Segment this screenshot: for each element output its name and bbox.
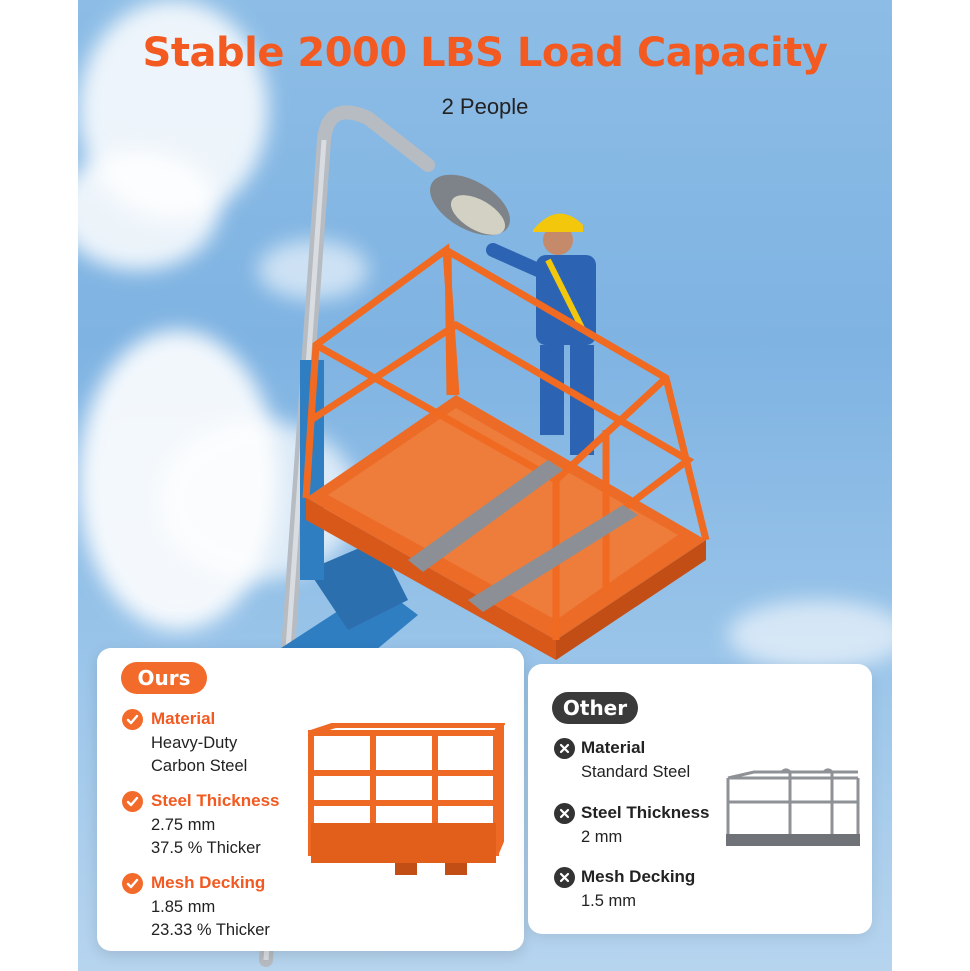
ours-thickness-title: Steel Thickness (151, 791, 280, 810)
ours-mesh-title: Mesh Decking (151, 873, 266, 892)
ours-mesh-line2: 23.33 % Thicker (151, 921, 270, 939)
orange-cage-image (305, 723, 505, 883)
headline: Stable 2000 LBS Load Capacity (142, 30, 828, 76)
other-thickness-title: Steel Thickness (581, 803, 710, 822)
other-material-line1: Standard Steel (581, 763, 691, 781)
ours-material-line2: Carbon Steel (151, 757, 248, 775)
other-mesh-line1: 1.5 mm (581, 892, 637, 910)
x-circle-icon (554, 738, 575, 759)
x-circle-icon (554, 867, 575, 888)
other-material-title: Material (581, 738, 646, 757)
ours-thickness-line1: 2.75 mm (151, 816, 216, 834)
check-circle-icon (122, 791, 143, 812)
other-badge: Other (552, 692, 638, 724)
ours-mesh-line1: 1.85 mm (151, 898, 216, 916)
grey-cage-image (724, 768, 864, 853)
other-mesh-title: Mesh Decking (581, 867, 696, 886)
ours-thickness-line2: 37.5 % Thicker (151, 839, 261, 857)
ours-material-title: Material (151, 709, 216, 728)
ours-card (97, 648, 524, 951)
check-circle-icon (122, 873, 143, 894)
subheadline: 2 People (441, 94, 529, 119)
x-circle-icon (554, 803, 575, 824)
check-circle-icon (122, 709, 143, 730)
ours-badge: Ours (121, 662, 207, 694)
ours-material-line1: Heavy-Duty (151, 734, 238, 752)
other-thickness-line1: 2 mm (581, 828, 623, 846)
other-card (528, 664, 872, 934)
